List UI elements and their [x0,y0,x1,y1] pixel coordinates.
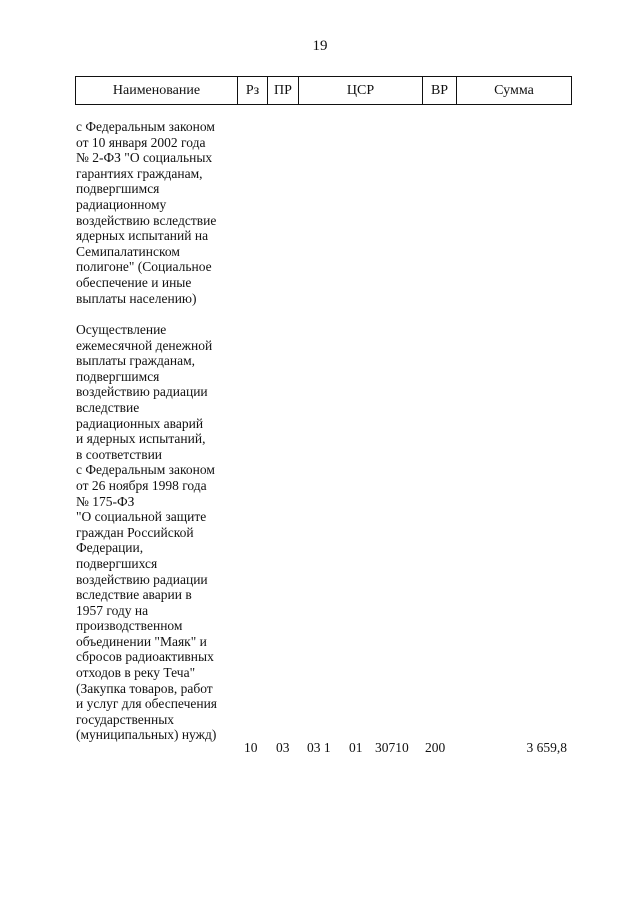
description-line: подвергшимся [76,368,160,384]
value-sum: 3 659,8 [526,740,567,755]
header-sum: Сумма [457,77,572,105]
description-line: гарантиях гражданам, [76,165,203,181]
description-line: выплаты населению) [76,290,197,306]
description-line: от 26 ноября 1998 года [76,477,207,493]
description-line: радиационных аварий [76,415,204,431]
row-description-1 [76,119,251,306]
description-line: "О социальной защите [76,509,207,525]
description-line: государственных [76,711,175,727]
description-line: подвергшимся [76,181,160,197]
description-line: № 175-ФЗ [76,493,135,509]
description-line: обеспечение и иные [76,274,192,290]
description-line: ежемесячной денежной [76,337,213,353]
description-line: радиационному [76,196,167,212]
description-line: 1957 году на [76,602,149,618]
value-rz: 10 [244,740,258,755]
description-line: производственном [76,618,183,634]
header-csr: ЦСР [299,77,423,105]
page-number: 19 [312,38,328,54]
description-line: сбросов радиоактивных [76,649,214,665]
description-line: воздействию радиации [76,384,208,400]
description-line: воздействию вследствие [76,212,217,228]
value-csr-direction: 30710 [375,740,409,755]
description-line: с Федеральным законом [76,119,215,134]
description-line: в соответствии [76,446,163,462]
description-line: вследствие аварии в [76,587,192,603]
header-vr: ВР [423,77,457,105]
description-line: № 2-ФЗ "О социальных [76,150,213,166]
row-values [0,740,640,756]
description-line: (Закупка товаров, работ [76,680,213,696]
description-line: отходов в реку Теча" [76,665,196,681]
description-line: полигоне" (Социальное [76,259,212,275]
description-line: и ядерных испытаний, [76,431,206,447]
value-csr-program: 03 1 [307,740,331,755]
value-vr: 200 [425,740,446,755]
header-pr: ПР [268,77,299,105]
description-line: с Федеральным законом [76,462,215,478]
description-line: ядерных испытаний на [76,228,209,244]
table-header [75,76,572,105]
description-line: объединении "Маяк" и [76,633,207,649]
description-line: воздействию радиации [76,571,208,587]
description-line: (муниципальных) нужд) [76,727,217,743]
header-name: Наименование [76,77,238,105]
description-line: подвергшихся [76,555,158,571]
description-line: Осуществление [76,322,167,337]
description-line: и услуг для обеспечения [76,696,218,712]
row-description-2 [76,322,251,743]
value-pr: 03 [276,740,290,755]
description-line: выплаты гражданам, [76,353,195,369]
description-line: от 10 января 2002 года [76,134,206,150]
description-line: вследствие [76,399,140,415]
description-line: Семипалатинском [76,243,180,259]
header-rz: Рз [238,77,268,105]
value-csr-subprogram: 01 [349,740,363,755]
description-line: Федерации, [76,540,144,556]
description-line: граждан Российской [76,524,194,540]
